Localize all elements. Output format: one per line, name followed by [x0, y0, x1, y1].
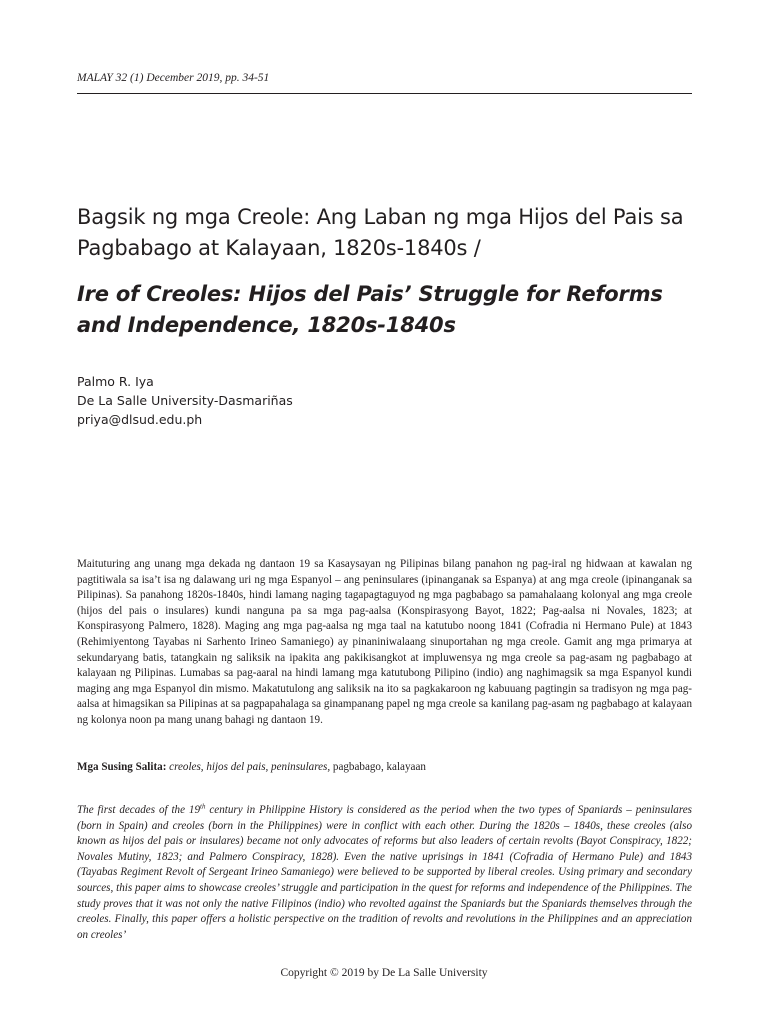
author-name: Palmo R. Iya	[77, 374, 154, 389]
abstract-filipino: Maituturing ang unang mga dekada ng dantaon 19 sa Kasaysayan ng Pilipinas bilang panahon ng pag-iral ng hidwaan at kawalan ng pagtitiwala sa isa’t isa ng dalawang uri ng mga Espanyol – ang peninsulares (ipinanganak sa Espanya) at ang mga creole (ipinanganak sa Pilipinas). Sa panahong 1820s-1840s, hindi lamang naging tagapagtaguyod ng mga pagbabago sa pamahalaang kolonyal ang mga creole (hijos del pais o insulares) kundi nanguna pa sa mga pag-aalsa (Konspirasyong Bayot, 1822; Pag-aalsa ni Novales, 1823; at Konspirasyong Palmero, 1828). Maging ang mga pag-aalsa ng mga taal na katutubo noong 1841 (Cofradia ni Hermano Pule) at 1843 (Rehimiyentong Tayabas ni Sarhento Irineo Samaniego) ay pinaniniwalaang sinuportahan ng mga creole. Gamit ang mga primarya at sekundaryang batis, tatangkain ng saliksik na ipakita ang pakikisangkot at impluwensya ng mga creole sa pag-asam ng pagbabago at kalayaan ng Pilipinas. Lumabas sa pag-aaral na hindi lamang mga katutubong Pilipino (indio) ang naghimagsik sa mga Espanyol kundi maging ang mga Espanyol din mismo. Makatutulong ang saliksik na ito sa pagkakaroon ng kabuuang pagtingin sa tradisyon ng mga pag-aalsa at himagsikan sa Pilipinas at sa pagpapahalaga sa ginampanang papel ng mga creole sa kanilang pag-asam ng pagbabago at kalayaan ng kolonya noon pa mang unang bahagi ng dantaon 19.	[77, 558, 692, 726]
keywords-line	[77, 760, 692, 776]
author-block	[77, 372, 477, 429]
copyright-footer: Copyright © 2019 by De La Salle University	[280, 967, 488, 979]
keywords-terms-plain: pagbabago, kalayaan	[332, 761, 426, 773]
abstract-english-text-rest: century in Philippine History is considered as the period when the two types of Spaniards – peninsulares (born in Spain) and creoles (born in the Philippines) were in conflict with each other. During the 1820s – 1840s, these creoles (also known as hijos del pais or insulares) became not only advocates of reforms but also leaders of certain revolts (Bayot Conspiracy, 1822; Novales Mutiny, 1823; and Palmero Conspiracy, 1828). Even the native uprisings in 1841 (Cofradia of Hermano Pule) and 1843 (Tayabas Regiment Revolt of Sergeant Irineo Samaniego) were believed to be supported by liberal creoles. Using primary and secondary sources, this paper aims to showcase creoles’ struggle and participation in the quest for reforms and independence of the Philippines. The study proves that it was not only the native Filipinos (indio) who revolted against the Spaniards but the Spaniards themselves through the creoles. Finally, this paper offers a holistic perspective on the tradition of revolts and revolutions in the Philippines and an appreciation on creoles’	[77, 804, 692, 941]
author-email[interactable]: priya@dlsud.edu.ph	[77, 412, 203, 427]
author-affiliation: De La Salle University-Dasmariñas	[77, 393, 293, 408]
abstract-english-text-start: The first decades of the 19	[77, 804, 201, 816]
running-head: MALAY 32 (1) December 2019, pp. 34-51	[77, 72, 270, 84]
abstract-english	[77, 803, 692, 943]
keywords-label: Mga Susing Salita:	[77, 761, 167, 773]
article-title-filipino: Bagsik ng mga Creole: Ang Laban ng mga Hijos del Pais sa Pagbabago at Kalayaan, 1820s-1840s /	[77, 205, 684, 260]
article-title-english: Ire of Creoles: Hijos del Pais’ Struggle for Reforms and Independence, 1820s-1840s	[77, 282, 663, 337]
header-rule	[77, 93, 692, 94]
keywords-terms-italic: creoles, hijos del pais, peninsulares,	[169, 761, 331, 773]
ordinal-superscript: th	[200, 802, 206, 811]
